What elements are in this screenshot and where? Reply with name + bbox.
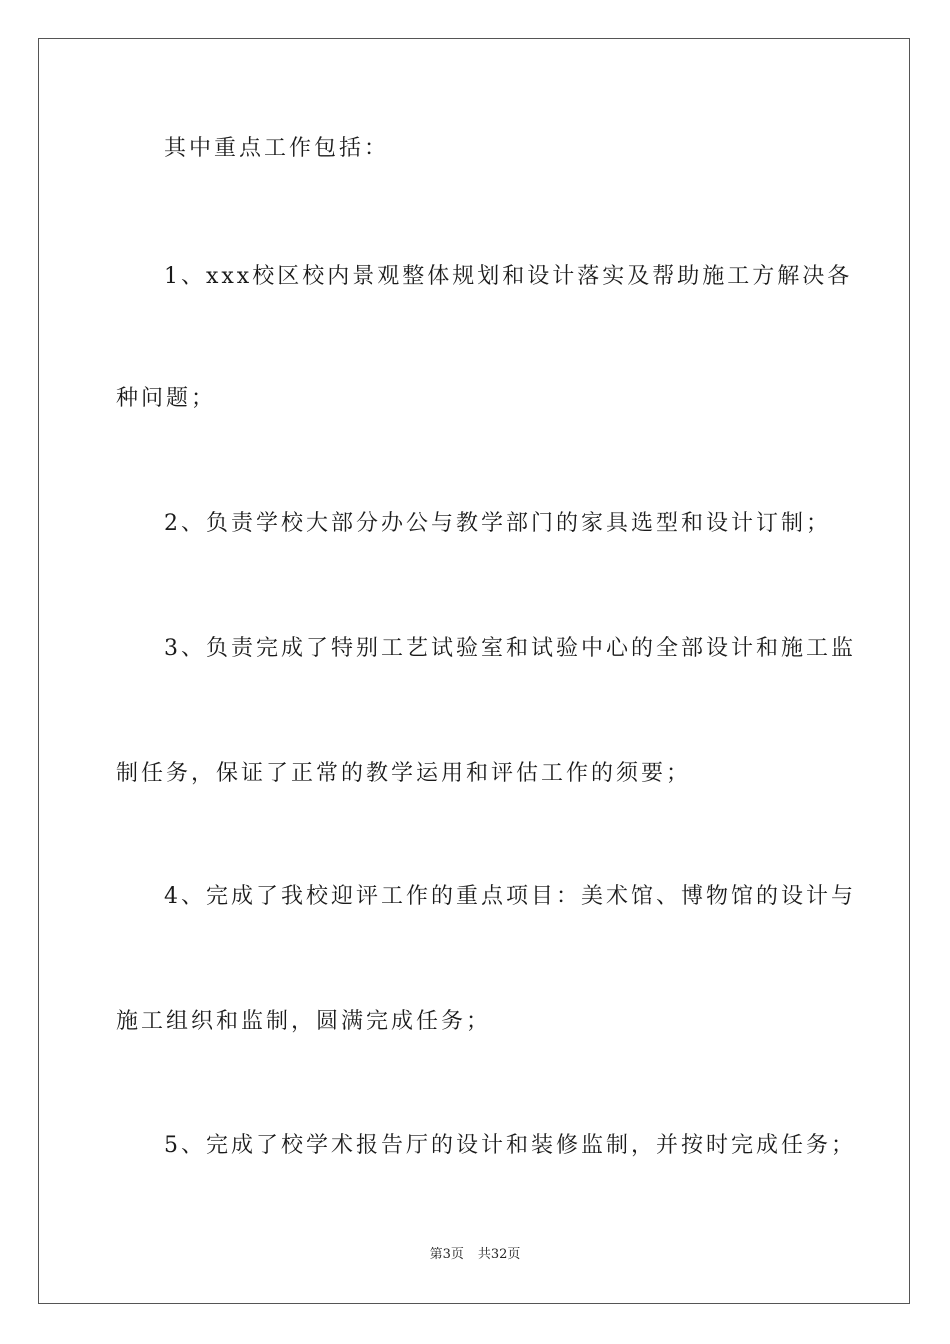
item-1-line-1: 1、xxx校区校内景观整体规划和设计落实及帮助施工方解决各 [164,264,853,289]
item-1-line-2: 种问题； [116,386,217,411]
item-3-line-2: 制任务，保证了正常的教学运用和评估工作的须要； [116,761,692,786]
item-3-line-1: 3、负责完成了特别工艺试验室和试验中心的全部设计和施工监 [164,636,856,661]
intro-line: 其中重点工作包括： [164,136,390,161]
page-footer [0,1246,950,1264]
item-4-line-1: 4、完成了我校迎评工作的重点项目：美术馆、博物馆的设计与 [164,884,856,909]
page-total: 共32页 [477,1247,521,1262]
page-number: 第3页 [429,1247,464,1262]
item-5-line-1: 5、完成了校学术报告厅的设计和装修监制，并按时完成任务； [164,1133,856,1158]
item-2-line-1: 2、负责学校大部分办公与教学部门的家具选型和设计订制； [164,511,831,536]
item-4-line-2: 施工组织和监制，圆满完成任务； [116,1009,492,1034]
page-border [38,38,910,1304]
